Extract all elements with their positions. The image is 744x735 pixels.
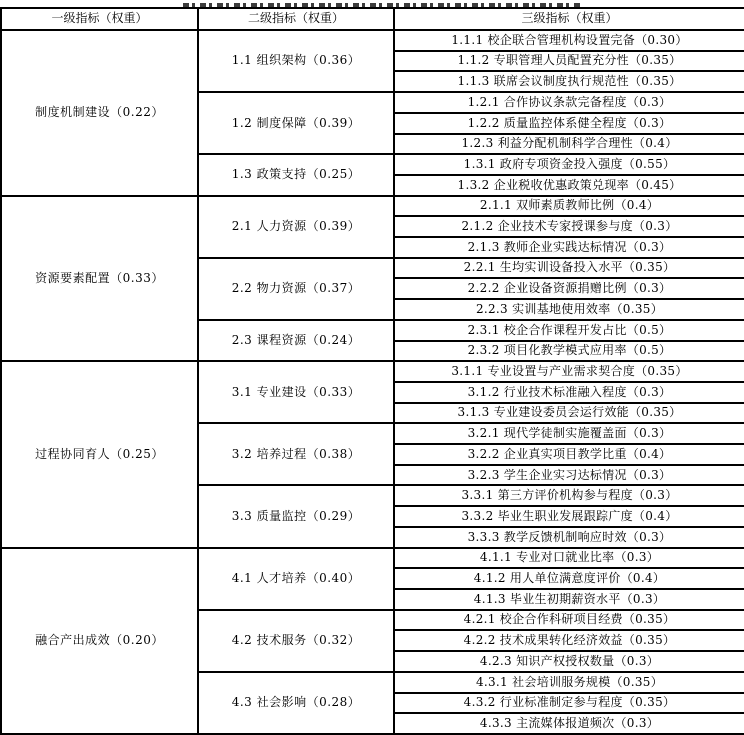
level2-indicator-cell: 1.3 政策支持（0.25） <box>198 154 394 195</box>
level2-indicator-cell: 1.2 制度保障（0.39） <box>198 92 394 154</box>
level3-indicator-cell: 3.3.2 毕业生职业发展跟踪广度（0.4） <box>394 506 744 527</box>
level3-indicator-cell: 2.2.3 实训基地使用效率（0.35） <box>394 299 744 320</box>
indicator-weight-table <box>0 7 744 735</box>
table-row <box>1 548 744 569</box>
level1-indicator-cell: 制度机制建设（0.22） <box>1 30 198 196</box>
level3-indicator-cell: 3.1.1 专业设置与产业需求契合度（0.35） <box>394 361 744 382</box>
level2-indicator-cell: 4.3 社会影响（0.28） <box>198 672 394 734</box>
level3-indicator-cell: 4.2.3 知识产权授权数量（0.3） <box>394 651 744 672</box>
level1-indicator-cell: 融合产出成效（0.20） <box>1 548 198 734</box>
level2-indicator-cell: 2.1 人力资源（0.39） <box>198 196 394 258</box>
level3-indicator-cell: 4.3.3 主流媒体报道频次（0.3） <box>394 713 744 734</box>
level3-indicator-cell: 4.1.3 毕业生初期薪资水平（0.3） <box>394 589 744 610</box>
level3-indicator-cell: 4.1.1 专业对口就业比率（0.3） <box>394 548 744 569</box>
table-row <box>1 30 744 51</box>
level2-indicator-cell: 4.2 技术服务（0.32） <box>198 610 394 672</box>
level3-indicator-cell: 3.3.1 第三方评价机构参与程度（0.3） <box>394 485 744 506</box>
level1-indicator-cell: 过程协同育人（0.25） <box>1 361 198 547</box>
level2-indicator-cell: 3.3 质量监控（0.29） <box>198 485 394 547</box>
level3-indicator-cell: 3.2.2 企业真实项目教学比重（0.4） <box>394 444 744 465</box>
level3-indicator-cell: 3.1.2 行业技术标准融入程度（0.3） <box>394 382 744 403</box>
level2-indicator-cell: 3.1 专业建设（0.33） <box>198 361 394 423</box>
level3-indicator-cell: 1.2.2 质量监控体系健全程度（0.3） <box>394 113 744 134</box>
level2-indicator-cell: 2.2 物力资源（0.37） <box>198 258 394 320</box>
header-level1-indicator: 一级指标（权重） <box>1 8 198 30</box>
level3-indicator-cell: 4.1.2 用人单位满意度评价（0.4） <box>394 568 744 589</box>
level2-indicator-cell: 4.1 人才培养（0.40） <box>198 548 394 610</box>
level3-indicator-cell: 1.1.3 联席会议制度执行规范性（0.35） <box>394 71 744 92</box>
level3-indicator-cell: 2.1.2 企业技术专家授课参与度（0.3） <box>394 216 744 237</box>
table-row <box>1 196 744 217</box>
table-row <box>1 361 744 382</box>
level3-indicator-cell: 1.1.1 校企联合管理机构设置完备（0.30） <box>394 30 744 51</box>
level3-indicator-cell: 1.3.1 政府专项资金投入强度（0.55） <box>394 154 744 175</box>
level3-indicator-cell: 1.2.3 利益分配机制科学合理性（0.4） <box>394 134 744 155</box>
level3-indicator-cell: 4.2.2 技术成果转化经济效益（0.35） <box>394 630 744 651</box>
level3-indicator-cell: 4.3.1 社会培训服务规模（0.35） <box>394 672 744 693</box>
header-level2-indicator: 二级指标（权重） <box>198 8 394 30</box>
table-header-row <box>1 8 744 30</box>
level3-indicator-cell: 1.3.2 企业税收优惠政策兑现率（0.45） <box>394 175 744 196</box>
level3-indicator-cell: 2.1.3 教师企业实践达标情况（0.3） <box>394 237 744 258</box>
level3-indicator-cell: 3.2.1 现代学徒制实施覆盖面（0.3） <box>394 423 744 444</box>
level3-indicator-cell: 2.2.2 企业设备资源捐赠比例（0.3） <box>394 278 744 299</box>
level3-indicator-cell: 1.1.2 专职管理人员配置充分性（0.35） <box>394 51 744 72</box>
level2-indicator-cell: 2.3 课程资源（0.24） <box>198 320 394 361</box>
indicator-table-body <box>1 30 744 734</box>
header-level3-indicator: 三级指标（权重） <box>394 8 744 30</box>
level2-indicator-cell: 3.2 培养过程（0.38） <box>198 423 394 485</box>
level1-indicator-cell: 资源要素配置（0.33） <box>1 196 198 362</box>
level3-indicator-cell: 2.1.1 双师素质教师比例（0.4） <box>394 196 744 217</box>
level3-indicator-cell: 3.2.3 学生企业实习达标情况（0.3） <box>394 465 744 486</box>
level2-indicator-cell: 1.1 组织架构（0.36） <box>198 30 394 92</box>
clipped-table-caption <box>0 0 744 7</box>
level3-indicator-cell: 3.1.3 专业建设委员会运行效能（0.35） <box>394 403 744 424</box>
level3-indicator-cell: 2.2.1 生均实训设备投入水平（0.35） <box>394 258 744 279</box>
level3-indicator-cell: 4.2.1 校企合作科研项目经费（0.35） <box>394 610 744 631</box>
level3-indicator-cell: 1.2.1 合作协议条款完备程度（0.3） <box>394 92 744 113</box>
level3-indicator-cell: 2.3.2 项目化教学模式应用率（0.5） <box>394 341 744 362</box>
level3-indicator-cell: 2.3.1 校企合作课程开发占比（0.5） <box>394 320 744 341</box>
level3-indicator-cell: 4.3.2 行业标准制定参与程度（0.35） <box>394 693 744 714</box>
clipped-caption-fragment <box>183 3 583 7</box>
level3-indicator-cell: 3.3.3 教学反馈机制响应时效（0.3） <box>394 527 744 548</box>
